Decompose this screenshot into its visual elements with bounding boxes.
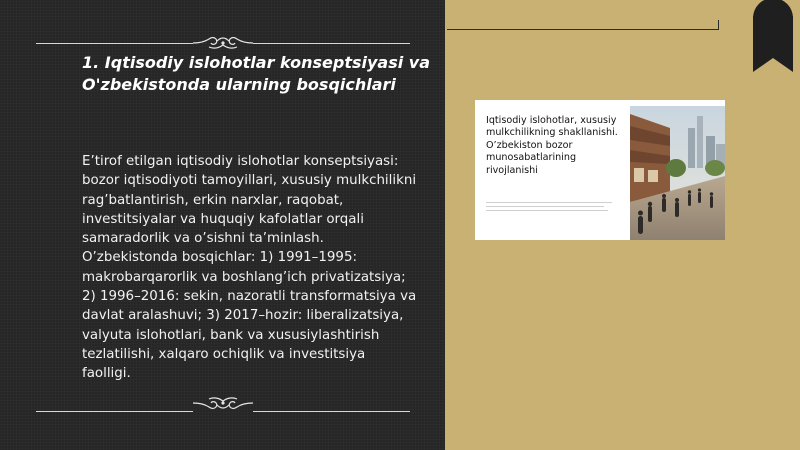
bottom-divider-left	[36, 411, 193, 412]
accent-frame-tick	[718, 20, 719, 30]
scroll-flourish-icon	[191, 34, 255, 52]
slide-body-text: E’tirof etilgan iqtisodiy islohotlar konseptsiyasi: bozor iqtisodiyoti tamoyillari, xususiy mulkchilikni rag’batlantirish, erkin narxlar, raqobat, investitsiyalar va huquqiy kafolatlar orqali samaradorlik va o’sishni ta’minlash. O’zbekistonda bosqichlar: 1) 1991–1995: makrobarqarorlik va boshlang’ich privatizatsiya; 2) 1996–2016: sekin, nazoratli transformatsiya va davlat aralashuvi; 3) 2017–hozir: liberalizatsiya, valyuta islohotlari, bank va xususiylashtirish tezlatilishi, xalqaro ochiqlik va investitsiya faolligi.	[82, 154, 417, 382]
card-caption: Iqtisodiy islohotlar, xususiy mulkchilikning shakllanishi. O’zbekiston bozor munosabatlarining rivojlanishi	[486, 115, 618, 176]
top-divider-left	[36, 43, 193, 44]
thumbnail-card	[475, 100, 725, 240]
street-photo	[630, 106, 725, 240]
bottom-divider-right	[253, 411, 410, 412]
card-caption-rule	[486, 206, 604, 207]
bookmark-icon	[753, 0, 793, 72]
top-divider-right	[253, 43, 410, 44]
slide-title: 1. Iqtisodiy islohotlar konseptsiyasi va O'zbekistonda ularning bosqichlari	[82, 53, 430, 94]
accent-frame-line	[447, 29, 719, 30]
card-caption-rule	[486, 202, 612, 203]
card-caption-rule	[486, 210, 608, 211]
scroll-flourish-icon	[191, 394, 255, 412]
